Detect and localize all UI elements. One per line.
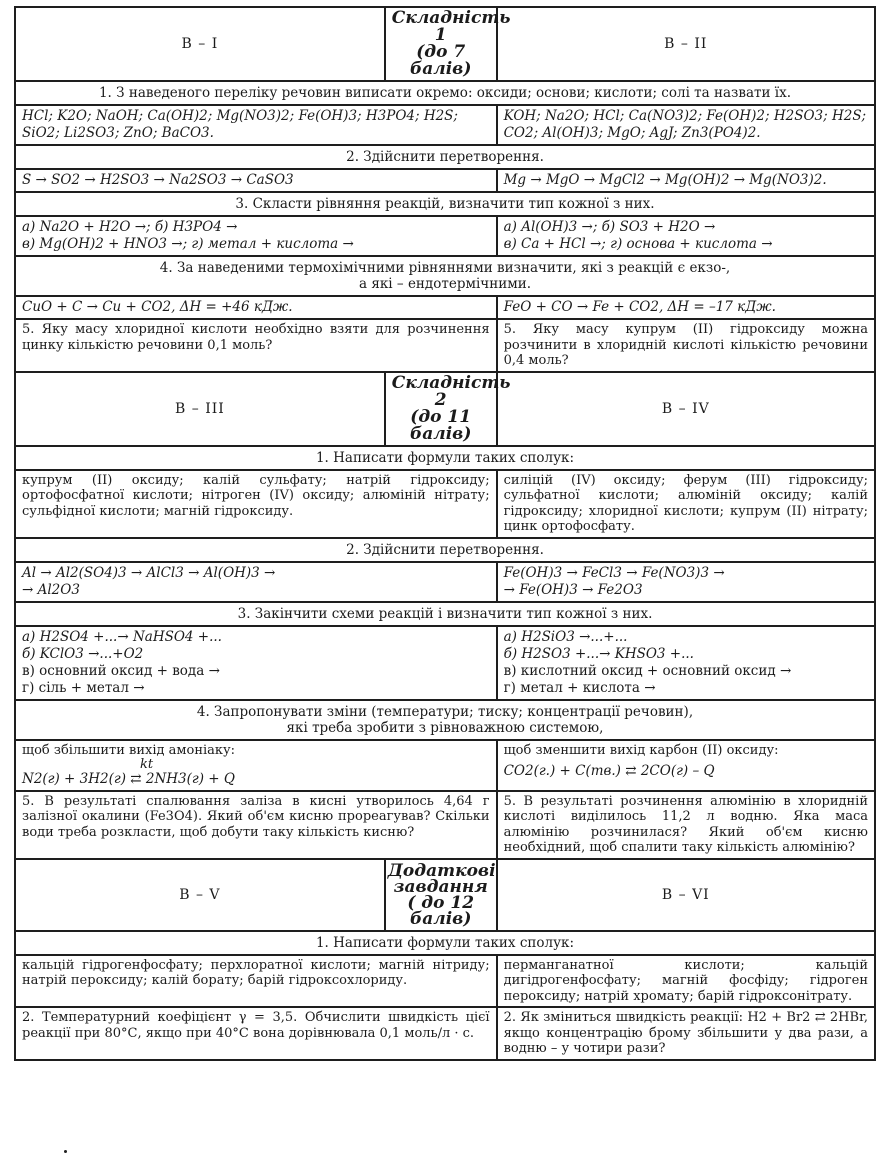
- s1-task1-left: HCl; K2O; NaOH; Ca(OH)2; Mg(NO3)2; Fe(OH)3; H3PO4; H2S; SiO2; Li2SO3; ZnO; BaCO3.: [15, 105, 497, 145]
- s2-task4-right-text: щоб зменшити вихід карбон (ІІ) оксиду:: [503, 742, 779, 758]
- s1-task3-right: [497, 216, 875, 256]
- s2-task4-left-text: щоб збільшити вихід амоніаку:: [22, 742, 236, 758]
- complexity-1-title: Складність 1: [391, 8, 511, 45]
- s3-task1-heading: 1. Написати формули таких сполук:: [15, 931, 875, 955]
- complexity-1-points: (до 7 балів): [409, 42, 472, 79]
- s1-task1-right: KOH; Na2O; HCl; Ca(NO3)2; Fe(OH)2; H2SO3; H2S; CO2; Al(OH)3; MgO; AgJ; Zn3(PO4)2.: [497, 105, 875, 145]
- s1-task3-left-line: а) Na2O + H2O →; б) H3PO4 →: [22, 219, 238, 235]
- s2-task1-left: купрум (ІІ) оксиду; калій сульфату; натрій гідроксиду; ортофосфатної кислоти; нітроген (ІV) оксиду; алюміній нітрату; сульфідної кислоти; магній гідроксиду.: [15, 470, 497, 538]
- s1-task2-left: S → SO2 → H2SO3 → Na2SO3 → CaSO3: [15, 169, 497, 192]
- s2-task3-heading: 3. Закінчити схеми реакцій і визначити тип кожної з них.: [15, 602, 875, 626]
- s2-task3-right-line: г) метал + кислота →: [503, 679, 656, 696]
- s2-task2-right-line: Fe(OH)3 → FeCl3 → Fe(NO3)3 →: [503, 564, 725, 581]
- s2-task4-heading: [15, 700, 875, 740]
- variant-2-label: В – ІІ: [497, 7, 875, 81]
- variant-4-label: В – ІV: [497, 372, 875, 446]
- s1-task4-heading-line: а які – ендотермічними.: [359, 276, 531, 292]
- s1-task3-left-line: в) Mg(OH)2 + HNO3 →; г) метал + кислота →: [22, 236, 354, 252]
- s3-task2-left: 2. Температурний коефіцієнт γ = 3,5. Обчислити швидкість цієї реакції при 80°С, якщо при 40°С вона дорівнювала 0,1 моль/л · с.: [15, 1007, 497, 1060]
- s3-task2-right: 2. Як зміниться швидкість реакції: H2 + Br2 ⇄ 2HBr, якщо концентрацію брому збільшити у два рази, а водню – у чотири рази?: [497, 1007, 875, 1060]
- s3-task1-left: кальцій гідрогенфосфату; перхлоратної кислоти; магній нітриду; натрій пероксиду; калій борату; барій гідроксохлориду.: [15, 955, 497, 1008]
- page-mark-dot: [64, 1150, 67, 1153]
- s1-task4-heading: [15, 256, 875, 296]
- s2-task3-right-line: а) H2SiO3 →...+...: [503, 628, 628, 645]
- s2-task5-left: 5. В результаті спалювання заліза в кисні утворилось 4,64 г залізної окалини (Fe3O4). Який об'єм кисню прореагував? Скільки води треба розкласти, щоб добути таку кількість кисню?: [15, 791, 497, 859]
- s2-task2-right-line: → Fe(OH)3 → Fe2O3: [503, 581, 643, 598]
- s2-task2-heading: 2. Здійснити перетворення.: [15, 538, 875, 562]
- s2-task4-left: [15, 740, 497, 791]
- s2-task1-right: силіцій (ІV) оксиду; ферум (ІІІ) гідроксиду; сульфатної кислоти; алюміній оксиду; калій гідроксиду; хлоридної кислоти; купрум (ІІ) нітрату; цинк ортофосфату.: [497, 470, 875, 538]
- s1-task4-right: FeO + CO → Fe + CO2, ΔH = –17 кДж.: [497, 296, 875, 319]
- complexity-2-label: [385, 372, 511, 446]
- s2-task3-right: [497, 626, 875, 700]
- extra-tasks-subtitle: завдання: [393, 876, 488, 897]
- s2-task4-left-catalyst: kt: [140, 756, 154, 772]
- s1-task5-left: 5. Яку масу хлоридної кислоти необхідно взяти для розчинення цинку кількістю речовини 0,1 моль?: [15, 319, 497, 372]
- worksheet-table: [14, 6, 876, 1061]
- variant-3-label: В – ІІІ: [15, 372, 385, 446]
- s2-task2-right: [497, 562, 875, 602]
- s3-task1-right: перманганатної кислоти; кальцій дигідрогенфосфату; магній фосфіду; гідроген пероксиду; натрій хромату; барій гідроксонітрату.: [497, 955, 875, 1008]
- s1-task3-right-line: а) Al(OH)3 →; б) SO3 + H2O →: [503, 219, 716, 235]
- worksheet: [14, 6, 876, 1061]
- s2-task5-right: 5. В результаті розчинення алюмінію в хлоридній кислоті виділилось 11,2 л водню. Яка маса алюмінію розчинилася? Який об'єм кисню необхідний, щоб спалити таку кількість алюмінію?: [497, 791, 875, 859]
- section2-header: [15, 372, 875, 446]
- s2-task3-left-line: а) H2SO4 +...→ NaHSO4 +...: [22, 628, 222, 645]
- s1-task3-right-line: в) Ca + HCl →; г) основа + кислота →: [503, 236, 773, 252]
- complexity-2-points: (до 11 балів): [409, 406, 472, 444]
- section3-header: [15, 859, 875, 931]
- s2-task4-right-equation: CO2(г.) + C(тв.) ⇄ 2CO(г) – Q: [503, 762, 715, 779]
- s2-task4-right: [497, 740, 875, 791]
- extra-tasks-title: Додаткові: [387, 860, 496, 881]
- s1-task4-left: CuO + C → Cu + CO2, ΔH = +46 кДж.: [15, 296, 497, 319]
- s1-task3-left: [15, 216, 497, 256]
- s1-task1-heading: 1. З наведеного переліку речовин виписати окремо: оксиди; основи; кислоти; солі та назвати їх.: [15, 81, 875, 105]
- s1-task3-heading: 3. Скласти рівняння реакцій, визначити тип кожної з них.: [15, 192, 875, 216]
- extra-tasks-label: [385, 859, 497, 931]
- s2-task2-left: [15, 562, 497, 602]
- variant-5-label: В – V: [15, 859, 385, 931]
- extra-tasks-points: ( до 12 балів): [407, 892, 475, 929]
- s2-task2-left-line: Al → Al2(SO4)3 → AlCl3 → Al(OH)3 →: [22, 564, 276, 581]
- s2-task4-left-equation: N2(г) + 3H2(г) ⇄ 2NH3(г) + Q: [22, 770, 235, 787]
- s1-task2-heading: 2. Здійснити перетворення.: [15, 145, 875, 169]
- s2-task4-heading-line: 4. Запропонувати зміни (температури; тиску; концентрації речовин),: [196, 703, 694, 720]
- s2-task3-left-line: в) основний оксид + вода →: [22, 662, 220, 679]
- s2-task1-heading: 1. Написати формули таких сполук:: [15, 446, 875, 470]
- variant-6-label: В – VІ: [497, 859, 875, 931]
- s2-task3-left-line: г) сіль + метал →: [22, 679, 145, 696]
- s2-task3-left: [15, 626, 497, 700]
- complexity-1-label: [385, 7, 511, 81]
- variant-1-label: В – І: [15, 7, 385, 81]
- s2-task2-left-line: → Al2O3: [22, 581, 80, 598]
- complexity-2-title: Складність 2: [391, 372, 511, 410]
- s2-task3-right-line: в) кислотний оксид + основний оксид →: [503, 662, 792, 679]
- s1-task2-right: Mg → MgO → MgCl2 → Mg(OH)2 → Mg(NO3)2.: [497, 169, 875, 192]
- s2-task3-left-line: б) KClO3 →...+O2: [22, 645, 144, 662]
- section1-header: [15, 7, 875, 81]
- s2-task3-right-line: б) H2SO3 +...→ KHSO3 +...: [503, 645, 694, 662]
- s1-task5-right: 5. Яку масу купрум (ІІ) гідроксиду можна розчинити в хлоридній кислоті кількістю речовини 0,4 моль?: [497, 319, 875, 372]
- s2-task4-heading-line: які треба зробити з рівноважною системою,: [286, 719, 604, 736]
- s1-task4-heading-line: 4. За наведеними термохімічними рівняннями визначити, які з реакцій є екзо-,: [159, 260, 731, 276]
